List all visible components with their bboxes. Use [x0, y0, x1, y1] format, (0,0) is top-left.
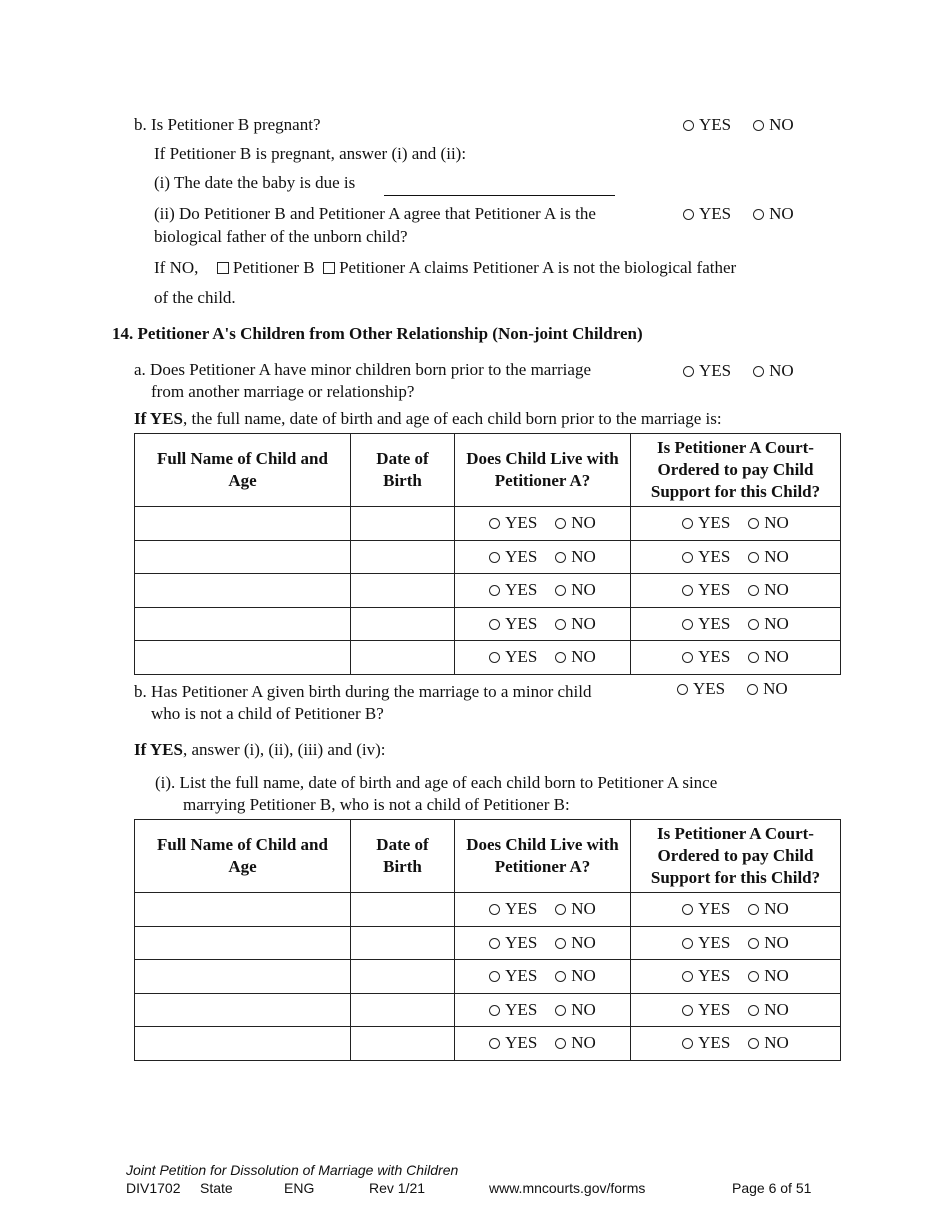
- radio-icon[interactable]: [555, 1038, 566, 1049]
- header-text: Age: [228, 471, 257, 490]
- q13b-ii-yes-option[interactable]: [683, 204, 731, 224]
- no-option[interactable]: [748, 547, 789, 567]
- no-option[interactable]: [555, 513, 596, 533]
- radio-icon[interactable]: [682, 1005, 693, 1016]
- yes-label: YES: [505, 647, 538, 667]
- child-name-cell[interactable]: [135, 574, 351, 608]
- no-option[interactable]: [555, 647, 596, 667]
- radio-icon[interactable]: [489, 619, 500, 630]
- yes-label: YES: [698, 647, 731, 667]
- radio-icon[interactable]: [555, 1005, 566, 1016]
- header-text: Petitioner A?: [494, 857, 591, 876]
- q14a-yes-option[interactable]: [683, 361, 731, 381]
- q14b-line2: who is not a child of Petitioner B?: [151, 704, 384, 723]
- table-row: [135, 1027, 841, 1061]
- children-table-during-marriage: [134, 819, 841, 1061]
- table-header-row: [135, 434, 841, 507]
- no-label: NO: [764, 647, 789, 667]
- table-row: [135, 574, 841, 608]
- q14a-line1: a. Does Petitioner A have minor children born prior to the marriage: [134, 360, 591, 379]
- yes-option[interactable]: [682, 580, 730, 600]
- no-label: NO: [763, 679, 788, 698]
- yes-label: YES: [505, 966, 538, 986]
- footer-jurisdiction: State: [200, 1180, 233, 1196]
- yes-option[interactable]: [682, 513, 730, 533]
- radio-icon[interactable]: [682, 971, 693, 982]
- radio-icon[interactable]: [753, 120, 764, 131]
- radio-icon[interactable]: [555, 585, 566, 596]
- header-text: Birth: [383, 857, 422, 876]
- no-label: NO: [764, 966, 789, 986]
- support-cell: [631, 540, 841, 574]
- q14a-no-option[interactable]: [753, 361, 794, 381]
- child-dob-cell[interactable]: [351, 960, 455, 994]
- yes-label: YES: [698, 513, 731, 533]
- radio-icon[interactable]: [682, 585, 693, 596]
- radio-icon[interactable]: [753, 366, 764, 377]
- child-name-cell[interactable]: [135, 926, 351, 960]
- no-option[interactable]: [555, 966, 596, 986]
- support-cell: [631, 641, 841, 675]
- no-label: NO: [764, 1033, 789, 1053]
- no-option[interactable]: [748, 580, 789, 600]
- support-cell: [631, 574, 841, 608]
- lives-with-cell: [455, 893, 631, 927]
- col-full-name-header: [135, 820, 351, 893]
- no-label: NO: [764, 999, 789, 1019]
- yes-label: YES: [505, 932, 538, 952]
- yes-label: YES: [698, 999, 731, 1019]
- no-option[interactable]: [748, 614, 789, 634]
- no-option[interactable]: [748, 1000, 789, 1020]
- yes-option[interactable]: [682, 1000, 730, 1020]
- no-option[interactable]: [555, 1033, 596, 1053]
- yes-option[interactable]: [682, 966, 730, 986]
- support-cell: [631, 993, 841, 1027]
- no-label: NO: [571, 513, 596, 533]
- table-row: [135, 893, 841, 927]
- q13b-ifno-line2: of the child.: [154, 288, 236, 307]
- radio-icon[interactable]: [683, 209, 694, 220]
- child-name-cell[interactable]: [135, 507, 351, 541]
- no-option[interactable]: [555, 580, 596, 600]
- radio-icon[interactable]: [489, 904, 500, 915]
- radio-icon[interactable]: [748, 1038, 759, 1049]
- footer-title: Joint Petition for Dissolution of Marriage with Children: [126, 1162, 459, 1178]
- radio-icon[interactable]: [682, 518, 693, 529]
- child-name-cell[interactable]: [135, 641, 351, 675]
- radio-icon[interactable]: [682, 904, 693, 915]
- lives-with-cell: [455, 993, 631, 1027]
- q13b-ifno-row: [154, 258, 736, 278]
- q13b-ii-line2: biological father of the unborn child?: [154, 227, 408, 246]
- radio-icon[interactable]: [682, 552, 693, 563]
- col-dob-header: [351, 434, 455, 507]
- radio-icon[interactable]: [555, 652, 566, 663]
- yes-option[interactable]: [489, 899, 537, 919]
- if-yes-bold: If YES: [134, 740, 183, 759]
- ifno-prefix: If NO,: [154, 258, 199, 277]
- q14b-no-option[interactable]: [747, 679, 788, 699]
- table-row: [135, 540, 841, 574]
- child-name-cell[interactable]: [135, 993, 351, 1027]
- col-dob-header: [351, 820, 455, 893]
- no-label: NO: [764, 513, 789, 533]
- yes-label: YES: [505, 999, 538, 1019]
- q13b-yes-no-group: [683, 115, 794, 135]
- no-label: NO: [764, 899, 789, 919]
- child-name-cell[interactable]: [135, 960, 351, 994]
- table-row: [135, 926, 841, 960]
- no-label: NO: [571, 932, 596, 952]
- q14b-i-line2: marrying Petitioner B, who is not a child of Petitioner B:: [183, 795, 570, 814]
- lives-with-cell: [455, 641, 631, 675]
- radio-icon[interactable]: [682, 652, 693, 663]
- q14b-yes-no-group: [677, 679, 788, 699]
- radio-icon[interactable]: [555, 938, 566, 949]
- lives-with-cell: [455, 926, 631, 960]
- table-row: [135, 993, 841, 1027]
- child-dob-cell[interactable]: [351, 926, 455, 960]
- yes-label: YES: [505, 580, 538, 600]
- lives-with-cell: [455, 574, 631, 608]
- no-label: NO: [571, 899, 596, 919]
- table-row: [135, 641, 841, 675]
- header-text: Is Petitioner A Court-: [657, 438, 814, 457]
- yes-label: YES: [699, 361, 732, 380]
- radio-icon[interactable]: [489, 938, 500, 949]
- header-text: Full Name of Child and: [157, 835, 328, 854]
- no-option[interactable]: [748, 513, 789, 533]
- yes-option[interactable]: [682, 614, 730, 634]
- no-label: NO: [764, 932, 789, 952]
- radio-icon[interactable]: [555, 552, 566, 563]
- q14b-yes-option[interactable]: [677, 679, 725, 699]
- no-label: NO: [769, 204, 794, 223]
- petitioner-b-checkbox-icon[interactable]: [217, 262, 229, 274]
- header-text: Date of: [376, 449, 429, 468]
- yes-option[interactable]: [682, 647, 730, 667]
- child-name-cell[interactable]: [135, 1027, 351, 1061]
- child-dob-cell[interactable]: [351, 607, 455, 641]
- radio-icon[interactable]: [489, 1005, 500, 1016]
- support-cell: [631, 893, 841, 927]
- children-table-prior: [134, 433, 841, 675]
- yes-label: YES: [505, 613, 538, 633]
- yes-option[interactable]: [682, 933, 730, 953]
- q14b-if-yes: [134, 740, 385, 760]
- col-lives-with-header: [455, 820, 631, 893]
- radio-icon[interactable]: [555, 904, 566, 915]
- radio-icon[interactable]: [489, 518, 500, 529]
- yes-label: YES: [698, 1033, 731, 1053]
- yes-option[interactable]: [489, 933, 537, 953]
- header-text: Does Child Live with: [466, 449, 619, 468]
- yes-option[interactable]: [489, 580, 537, 600]
- no-option[interactable]: [748, 899, 789, 919]
- header-text: Ordered to pay Child: [657, 846, 814, 865]
- header-text: Full Name of Child and: [157, 449, 328, 468]
- child-name-cell[interactable]: [135, 893, 351, 927]
- petitioner-a-checkbox-label: Petitioner A claims Petitioner A is not the biological father: [339, 258, 737, 277]
- col-lives-with-header: [455, 434, 631, 507]
- child-name-cell[interactable]: [135, 540, 351, 574]
- no-option[interactable]: [748, 647, 789, 667]
- radio-icon[interactable]: [748, 619, 759, 630]
- yes-label: YES: [505, 899, 538, 919]
- radio-icon[interactable]: [748, 938, 759, 949]
- q14a-line2: from another marriage or relationship?: [151, 382, 415, 401]
- header-text: Petitioner A?: [494, 471, 591, 490]
- child-dob-cell[interactable]: [351, 1027, 455, 1061]
- yes-label: YES: [699, 204, 732, 223]
- q13b-instruction: If Petitioner B is pregnant, answer (i) and (ii):: [154, 144, 467, 163]
- no-label: NO: [764, 546, 789, 566]
- lives-with-cell: [455, 540, 631, 574]
- header-text: Age: [228, 857, 257, 876]
- radio-icon[interactable]: [682, 938, 693, 949]
- footer-language: ENG: [284, 1180, 315, 1196]
- no-option[interactable]: [555, 933, 596, 953]
- no-label: NO: [571, 999, 596, 1019]
- if-yes-bold: If YES: [134, 409, 183, 428]
- no-option[interactable]: [555, 1000, 596, 1020]
- child-name-cell[interactable]: [135, 607, 351, 641]
- radio-icon[interactable]: [747, 684, 758, 695]
- yes-option[interactable]: [682, 547, 730, 567]
- radio-icon[interactable]: [748, 585, 759, 596]
- radio-icon[interactable]: [682, 619, 693, 630]
- radio-icon[interactable]: [489, 971, 500, 982]
- yes-option[interactable]: [489, 1000, 537, 1020]
- support-cell: [631, 960, 841, 994]
- support-cell: [631, 1027, 841, 1061]
- table-row: [135, 607, 841, 641]
- radio-icon[interactable]: [748, 904, 759, 915]
- child-dob-cell[interactable]: [351, 507, 455, 541]
- radio-icon[interactable]: [748, 652, 759, 663]
- support-cell: [631, 607, 841, 641]
- child-dob-cell[interactable]: [351, 574, 455, 608]
- no-label: NO: [571, 546, 596, 566]
- yes-label: YES: [698, 613, 731, 633]
- q13b-i-label: (i) The date the baby is due is: [154, 173, 356, 192]
- col-full-name-header: [135, 434, 351, 507]
- if-yes-rest: , answer (i), (ii), (iii) and (iv):: [182, 740, 386, 759]
- lives-with-cell: [455, 507, 631, 541]
- q13b-ii-line1: (ii) Do Petitioner B and Petitioner A agree that Petitioner A is the: [154, 204, 596, 223]
- radio-icon[interactable]: [489, 585, 500, 596]
- yes-option[interactable]: [489, 966, 537, 986]
- no-label: NO: [571, 613, 596, 633]
- header-text: Does Child Live with: [466, 835, 619, 854]
- yes-label: YES: [699, 115, 732, 134]
- header-text: Is Petitioner A Court-: [657, 824, 814, 843]
- radio-icon[interactable]: [489, 652, 500, 663]
- radio-icon[interactable]: [748, 518, 759, 529]
- yes-label: YES: [693, 679, 726, 698]
- q14b-i-line1: (i). List the full name, date of birth and age of each child born to Petitioner A since: [155, 773, 718, 792]
- yes-label: YES: [698, 899, 731, 919]
- no-option[interactable]: [555, 899, 596, 919]
- no-label: NO: [571, 966, 596, 986]
- radio-icon[interactable]: [748, 971, 759, 982]
- header-text: Birth: [383, 471, 422, 490]
- yes-label: YES: [505, 1033, 538, 1053]
- petitioner-b-checkbox-label: Petitioner B: [232, 258, 315, 277]
- yes-label: YES: [698, 932, 731, 952]
- header-text: Support for this Child?: [650, 868, 821, 887]
- q13b-ii-yes-no-group: [683, 204, 794, 224]
- no-label: NO: [571, 580, 596, 600]
- yes-option[interactable]: [489, 513, 537, 533]
- lives-with-cell: [455, 607, 631, 641]
- support-cell: [631, 926, 841, 960]
- radio-icon[interactable]: [555, 971, 566, 982]
- child-dob-cell[interactable]: [351, 993, 455, 1027]
- col-support-header: [631, 434, 841, 507]
- header-text: Ordered to pay Child: [657, 460, 814, 479]
- radio-icon[interactable]: [748, 1005, 759, 1016]
- child-dob-cell[interactable]: [351, 893, 455, 927]
- due-date-field[interactable]: [384, 176, 615, 196]
- no-option[interactable]: [555, 614, 596, 634]
- q13b-no-option[interactable]: [753, 115, 794, 135]
- radio-icon[interactable]: [683, 120, 694, 131]
- table-header-row: [135, 820, 841, 893]
- no-option[interactable]: [748, 933, 789, 953]
- no-option[interactable]: [748, 1033, 789, 1053]
- lives-with-cell: [455, 960, 631, 994]
- header-text: Support for this Child?: [650, 482, 821, 501]
- child-dob-cell[interactable]: [351, 540, 455, 574]
- lives-with-cell: [455, 1027, 631, 1061]
- yes-option[interactable]: [682, 1033, 730, 1053]
- no-label: NO: [764, 580, 789, 600]
- header-text: Date of: [376, 835, 429, 854]
- yes-option[interactable]: [682, 899, 730, 919]
- footer-form-id: DIV1702: [126, 1180, 181, 1196]
- radio-icon[interactable]: [677, 684, 688, 695]
- section-14-heading: 14. Petitioner A's Children from Other Relationship (Non-joint Children): [112, 324, 643, 343]
- radio-icon[interactable]: [748, 552, 759, 563]
- support-cell: [631, 507, 841, 541]
- child-dob-cell[interactable]: [351, 641, 455, 675]
- col-support-header: [631, 820, 841, 893]
- if-yes-rest: , the full name, date of birth and age of each child born prior to the marriage is:: [182, 409, 722, 428]
- no-label: NO: [571, 1033, 596, 1053]
- yes-label: YES: [698, 580, 731, 600]
- footer-url[interactable]: www.mncourts.gov/forms: [489, 1180, 646, 1196]
- table-row: [135, 507, 841, 541]
- no-label: NO: [769, 115, 794, 134]
- no-label: NO: [769, 361, 794, 380]
- radio-icon[interactable]: [489, 1038, 500, 1049]
- yes-label: YES: [505, 546, 538, 566]
- q13b-ii-no-option[interactable]: [753, 204, 794, 224]
- q13b-question: b. Is Petitioner B pregnant?: [134, 115, 321, 134]
- table-row: [135, 960, 841, 994]
- radio-icon[interactable]: [555, 518, 566, 529]
- q14a-if-yes: [134, 409, 722, 429]
- q14a-yes-no-group: [683, 361, 794, 381]
- q14b-line1: b. Has Petitioner A given birth during the marriage to a minor child: [134, 682, 592, 701]
- radio-icon[interactable]: [555, 619, 566, 630]
- no-label: NO: [571, 647, 596, 667]
- radio-icon[interactable]: [682, 1038, 693, 1049]
- petitioner-a-checkbox-icon[interactable]: [323, 262, 335, 274]
- yes-label: YES: [698, 546, 731, 566]
- radio-icon[interactable]: [683, 366, 694, 377]
- footer-page-number: Page 6 of 51: [732, 1180, 812, 1196]
- no-label: NO: [764, 613, 789, 633]
- no-option[interactable]: [555, 547, 596, 567]
- yes-label: YES: [698, 966, 731, 986]
- yes-option[interactable]: [489, 647, 537, 667]
- yes-label: YES: [505, 513, 538, 533]
- q13b-yes-option[interactable]: [683, 115, 731, 135]
- radio-icon[interactable]: [489, 552, 500, 563]
- radio-icon[interactable]: [753, 209, 764, 220]
- yes-option[interactable]: [489, 1033, 537, 1053]
- footer-revision: Rev 1/21: [369, 1180, 426, 1196]
- no-option[interactable]: [748, 966, 789, 986]
- yes-option[interactable]: [489, 547, 537, 567]
- yes-option[interactable]: [489, 614, 537, 634]
